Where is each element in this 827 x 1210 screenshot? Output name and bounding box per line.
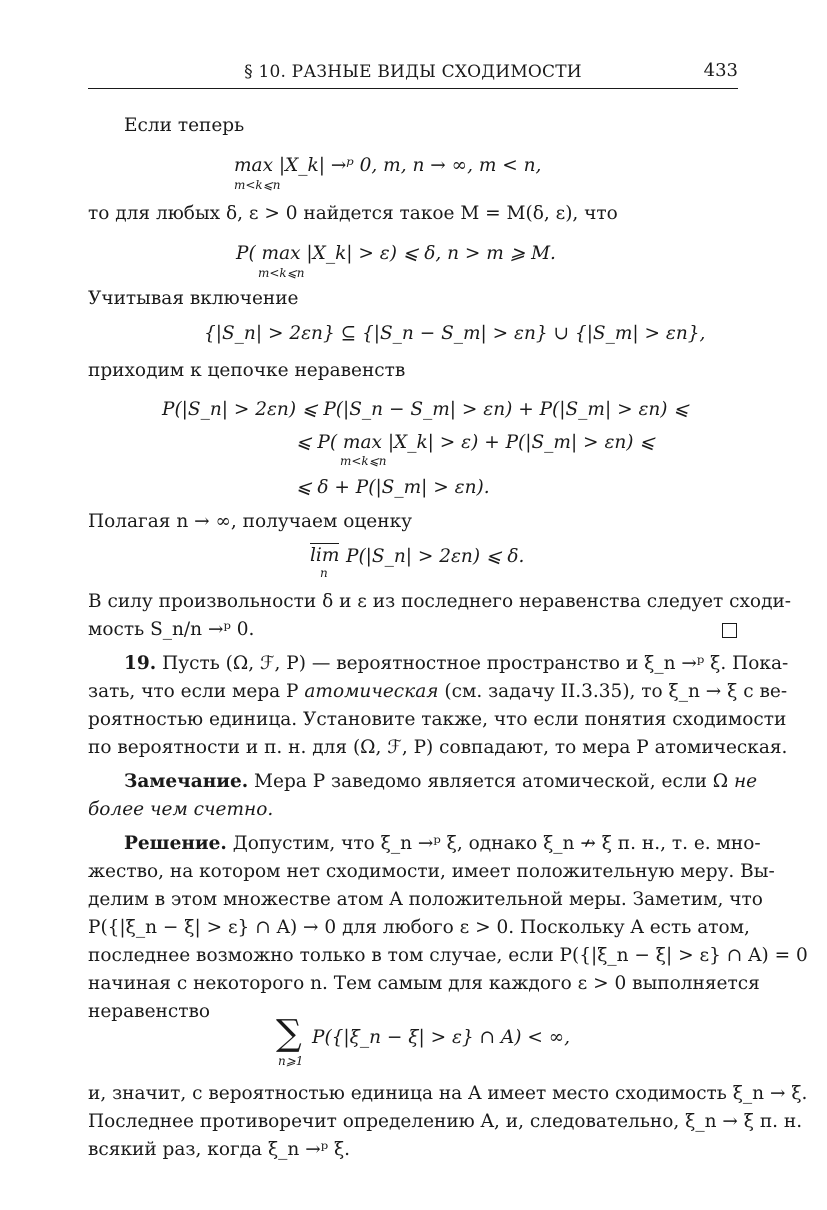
text-line: Если теперь <box>124 115 245 136</box>
formula-subscript: m<k⩽n <box>234 178 281 192</box>
sum-symbol: ∑ <box>276 1013 302 1054</box>
text-line: Полагая n → ∞, получаем оценку <box>88 511 413 532</box>
text-line: то для любых δ, ε > 0 найдется такое M = M(δ, ε), что <box>88 203 618 224</box>
conclusion-line: и, значит, с вероятностью единица на A имеет место сходимость ξ_n → ξ. <box>88 1083 808 1104</box>
text-span: (см. задачу II.3.35), то ξ_n → ξ с ве- <box>438 681 788 702</box>
text-span: Пусть (Ω, ℱ, P) — вероятностное пространство и ξ_n →ᵖ ξ. Пока- <box>162 653 789 674</box>
remark-line: более чем счетно. <box>88 799 274 820</box>
text-span: зать, что если мера P <box>88 681 305 702</box>
formula-series: P({|ξ_n − ξ| > ε} ∩ A) < ∞, <box>312 1027 571 1048</box>
problem-number: 19. <box>124 653 157 674</box>
text-span: Допустим, что ξ_n →ᵖ ξ, однако ξ_n ↛ ξ п. н., т. е. мно- <box>226 833 761 854</box>
solution-line: начиная с некоторого n. Тем самым для каждого ε > 0 выполняется <box>88 973 760 994</box>
remark-label: Замечание. <box>124 771 249 792</box>
formula-subscript: m<k⩽n <box>258 266 305 280</box>
text-line: мость S_n/n →ᵖ 0. <box>88 619 255 640</box>
problem-19-line: роятностью единица. Установите также, что если понятия сходимости <box>88 709 787 730</box>
formula-probability-bound: P( max |X_k| > ε) ⩽ δ, n > m ⩾ M. <box>236 243 556 264</box>
text-line: Учитывая включение <box>88 288 299 309</box>
formula-inclusion: {|S_n| > 2εn} ⊆ {|S_n − S_m| > εn} ∪ {|S_m| > εn}, <box>204 323 706 344</box>
conclusion-line: Последнее противоречит определению A, и, следовательно, ξ_n → ξ п. н. <box>88 1111 803 1132</box>
text-line: В силу произвольности δ и ε из последнего неравенства следует сходи- <box>88 591 792 612</box>
page-number: 433 <box>703 60 738 81</box>
qed-square-icon <box>722 623 737 638</box>
formula-limit-bound: P(|S_n| > 2εn) ⩽ δ. <box>346 546 525 567</box>
text-span: Мера P заведомо является атомической, если Ω <box>248 771 734 792</box>
solution-line: жество, на котором нет сходимости, имеет положительную меру. Вы- <box>88 861 775 882</box>
running-header <box>88 60 738 89</box>
text-line: приходим к цепочке неравенств <box>88 360 406 381</box>
problem-19-line <box>124 650 789 678</box>
formula-limsup: lim <box>310 545 340 566</box>
solution-line: неравенство <box>88 1001 210 1022</box>
formula-chain-3: ⩽ δ + P(|S_m| > εn). <box>296 477 490 498</box>
formula-chain-1: P(|S_n| > 2εn) ⩽ P(|S_n − S_m| > εn) + P(|S_m| > εn) ⩽ <box>162 399 689 420</box>
emphasis-text: не <box>734 771 758 792</box>
emphasis-atomic: атомическая <box>304 681 439 702</box>
formula-subscript: m<k⩽n <box>340 454 387 468</box>
running-title: § 10. РАЗНЫЕ ВИДЫ СХОДИМОСТИ <box>244 62 582 82</box>
solution-line: последнее возможно только в том случае, если P({|ξ_n − ξ| > ε} ∩ A) = 0 <box>88 945 808 966</box>
solution-label: Решение. <box>124 833 227 854</box>
problem-19-line: по вероятности и п. н. для (Ω, ℱ, P) совпадают, то мера P атомическая. <box>88 737 788 758</box>
conclusion-line: всякий раз, когда ξ_n →ᵖ ξ. <box>88 1139 351 1160</box>
formula-subscript: n⩾1 <box>278 1054 304 1068</box>
formula-subscript: n <box>320 566 328 580</box>
problem-19-line <box>88 678 788 706</box>
solution-line: делим в этом множестве атом A положительной меры. Заметим, что <box>88 889 763 910</box>
formula-chain-2: ⩽ P( max |X_k| > ε) + P(|S_m| > εn) ⩽ <box>296 432 655 453</box>
solution-line <box>124 830 761 858</box>
remark-line <box>124 768 758 796</box>
formula-max-convergence: max |X_k| →ᵖ 0, m, n → ∞, m < n, <box>234 155 542 176</box>
solution-line: P({|ξ_n − ξ| > ε} ∩ A) → 0 для любого ε > 0. Поскольку A есть атом, <box>88 917 750 938</box>
